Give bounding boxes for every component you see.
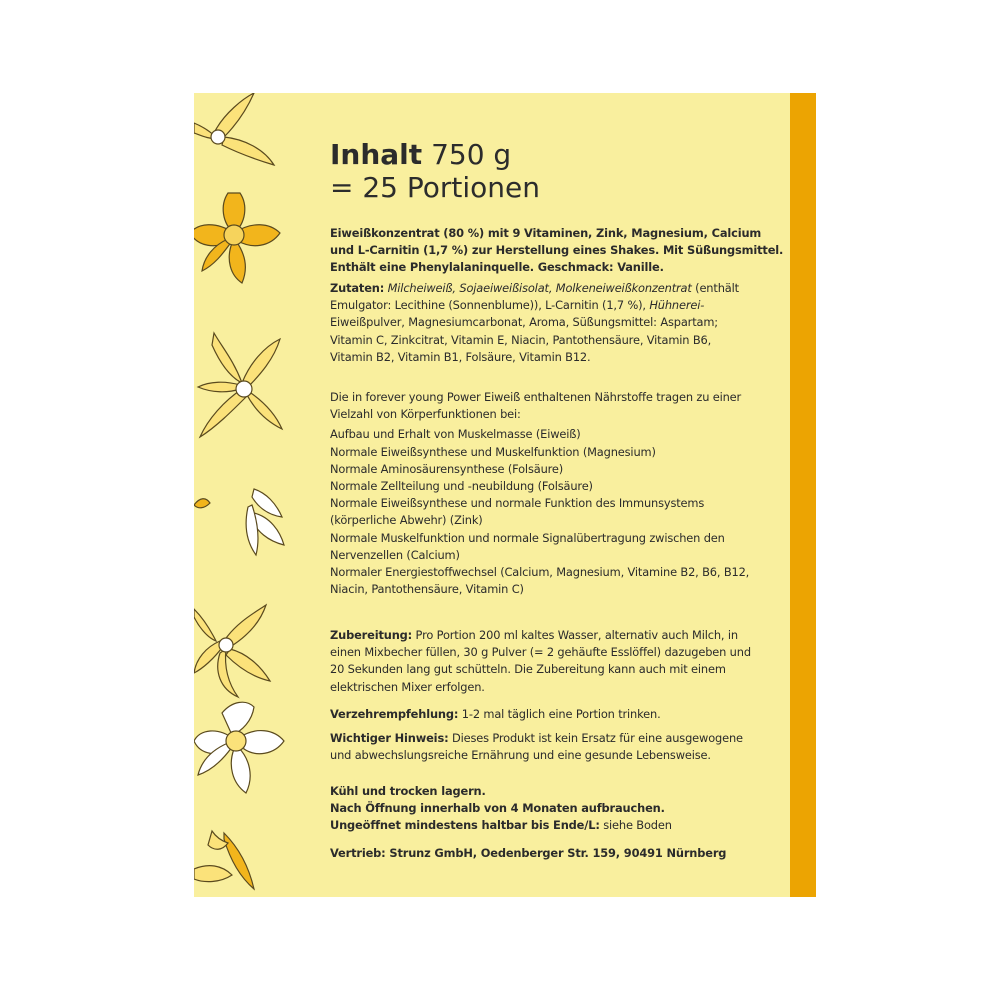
ingredients: Zutaten: Milcheiweiß, Sojaeiweißisolat, Molkeneiweißkonzentrat (enthält Emulgator: Lecithine (Sonnenblume)), L-Carnitin (1,7 %), Hühnerei- Eiweißpulver, Magnesiumcarbonat, Aroma, Süßungsmittel: Aspartam; Vitamin C, Zinkcitrat, Vitamin E, Niacin, Pantothensäure, Vitamin B6, Vitamin B2, Vitamin B1, Folsäure, Vitamin B12.	[330, 281, 739, 364]
title-amount: 750 g	[422, 138, 512, 171]
vanilla-flower-decoration	[194, 93, 286, 897]
title-bold: Inhalt	[330, 138, 423, 171]
preparation: Zubereitung: Pro Portion 200 ml kaltes Wasser, alternativ auch Milch, in einen Mixbecher füllen, 30 g Pulver (= 2 gehäufte Esslöffel) dazugeben und 20 Sekunden lang gut schütteln. Die Zubereitung kann auch mit einem elektrischen Mixer erfolgen.	[330, 628, 751, 694]
content-heading	[330, 138, 540, 204]
recommendation: Verzehrempfehlung: 1-2 mal täglich eine Portion trinken.	[330, 707, 661, 721]
flower-icon	[194, 489, 284, 555]
health-claims: Die in forever young Power Eiweiß enthaltenen Nährstoffe tragen zu einer Vielzahl von Körperfunktionen bei: Aufbau und Erhalt von Muskelmasse (Eiweiß) Normale Eiweißsynthese und Muskelfunktion (Magnesium) Normale Aminosäurensynthese (Folsäure) Normale Zellteilung und -neubildung (Folsäure) Normale Eiweißsynthese und normale Funktion des Immunsystems (körperliche Abwehr) (Zink) Normale Muskelfunktion und normale Signalübertragung zwischen den Nervenzellen (Calcium) Normaler Energiestoffwechsel (Calcium, Magnesium, Vitamine B2, B6, B12, Niacin, Pantothensäure, Vitamin C)	[330, 390, 750, 597]
flower-icon	[194, 702, 284, 793]
product-label	[194, 93, 816, 897]
flower-icon	[198, 333, 282, 437]
distributor: Vertrieb: Strunz GmbH, Oedenberger Str. 159, 90491 Nürnberg	[330, 846, 727, 860]
flower-icon	[194, 93, 274, 165]
title-portions: = 25 Portionen	[330, 171, 541, 204]
orange-side-stripe	[790, 93, 816, 897]
storage-info: Kühl und trocken lagern. Nach Öffnung innerhalb von 4 Monaten aufbrauchen. Ungeöffnet mindestens haltbar bis Ende/L: siehe Boden	[330, 784, 672, 833]
flower-icon	[194, 193, 280, 283]
warning: Wichtiger Hinweis: Dieses Produkt ist kein Ersatz für eine ausgewogene und abwechslungsreiche Ernährung und eine gesunde Lebensweise.	[330, 731, 743, 763]
product-description: Eiweißkonzentrat (80 %) mit 9 Vitaminen, Zink, Magnesium, Calcium und L-Carnitin (1,7 %) zur Herstellung eines Shakes. Mit Süßungsmittel. Enthält eine Phenylalaninquelle. Geschmack: Vanille.	[330, 226, 784, 275]
flower-icon	[194, 831, 254, 889]
flower-icon	[194, 605, 270, 697]
